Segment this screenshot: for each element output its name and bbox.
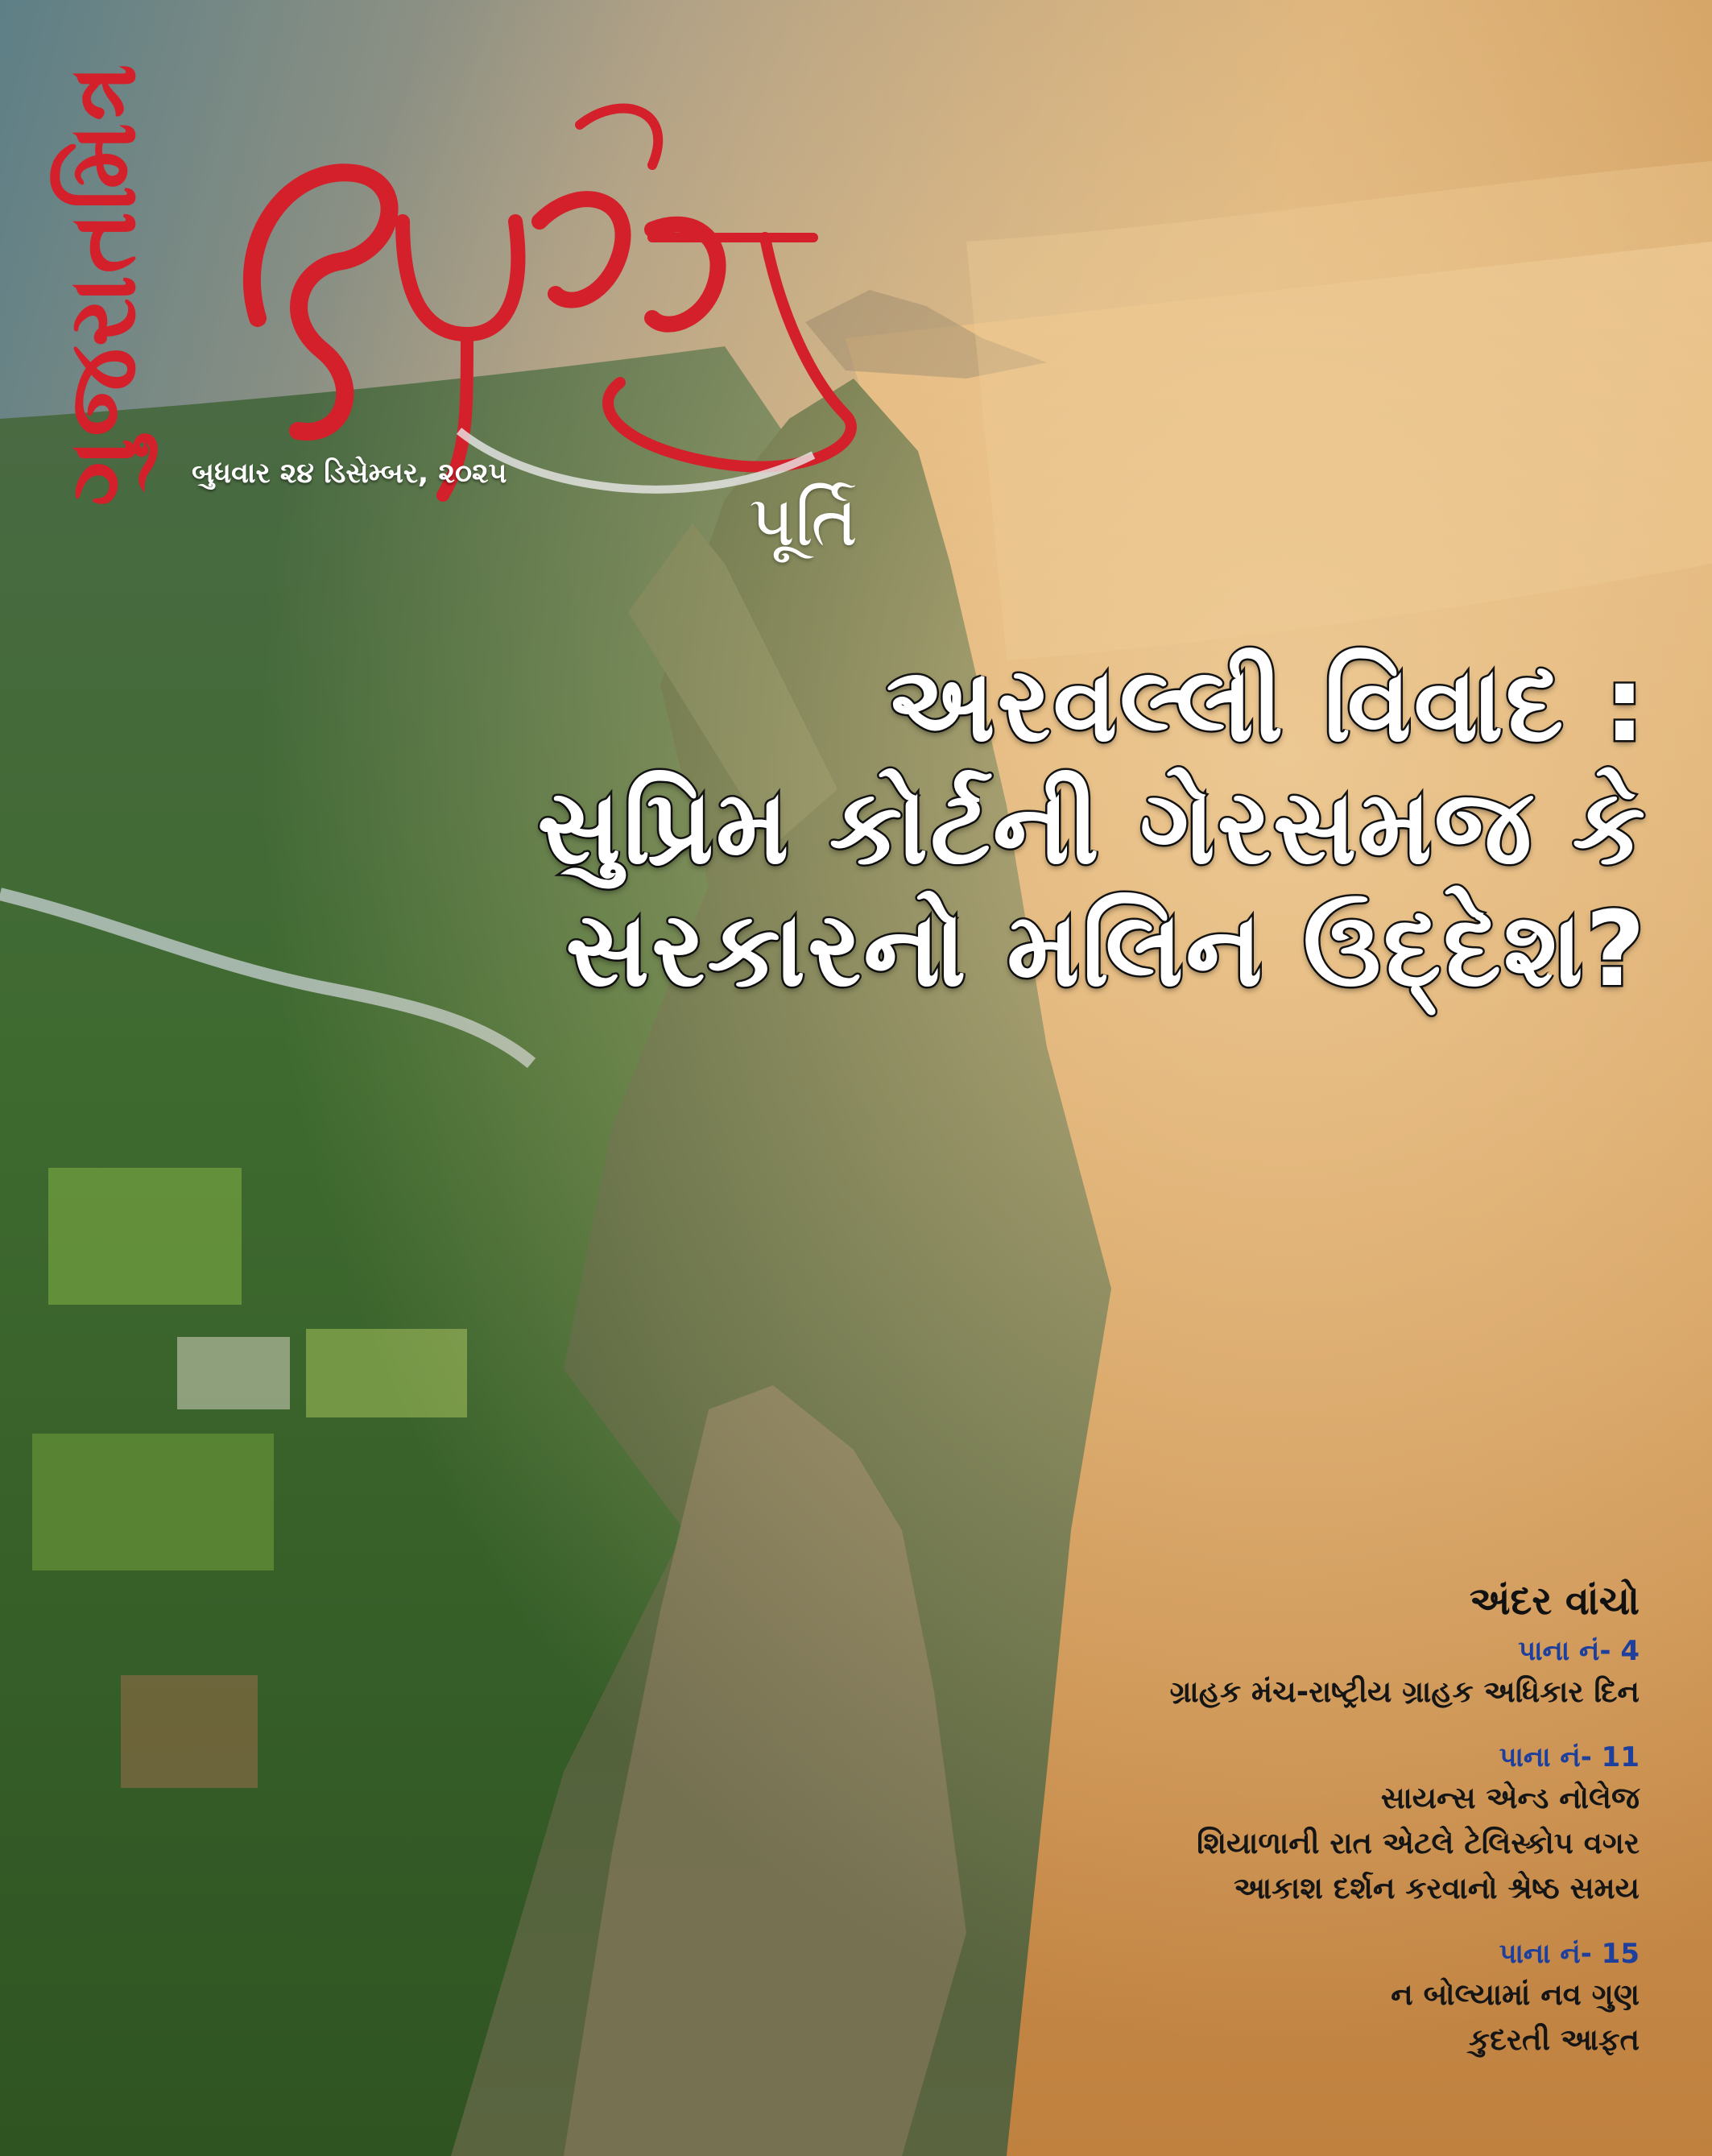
page-reference: પાના નં- 15 bbox=[1499, 1938, 1640, 1970]
inside-item bbox=[915, 1633, 1640, 1715]
headline-line-1: અરવલ્લી વિવાદ : bbox=[886, 645, 1648, 765]
supplement-label: પૂર્તિ bbox=[749, 479, 858, 562]
newspaper-name: ગુજરાતમિત્ર bbox=[48, 61, 156, 507]
inside-heading: અંદર વાંચો bbox=[1469, 1579, 1640, 1624]
inside-item bbox=[915, 1739, 1640, 1911]
headline-line-2: સુપ્રિમ કોર્ટની ગેરસમજ કે bbox=[537, 768, 1648, 888]
article-title: કુદરતી આફત bbox=[1469, 2022, 1640, 2057]
article-section: ન બોલ્યામાં નવ ગુણ bbox=[1391, 1977, 1640, 2012]
article-section: સાયન્સ એન્ડ નોલેજ bbox=[1380, 1781, 1640, 1815]
newspaper-logo bbox=[32, 60, 173, 507]
issue-date: બુધવાર ૨૪ ડિસેમ્બર, ૨૦૨૫ bbox=[192, 457, 507, 490]
page-reference: પાના નં- 4 bbox=[1518, 1635, 1640, 1667]
headline-line-3: સરકારનો મલિન ઉદ્દેશ? bbox=[565, 890, 1648, 1010]
cover-headline bbox=[440, 644, 1648, 1012]
article-title: આકાશ દર્શન કરવાનો શ્રેષ્ઠ સમય bbox=[1234, 1871, 1640, 1906]
inside-contents bbox=[915, 1579, 1640, 2087]
article-title: ગ્રાહક મંચ-રાષ્ટ્રીય ગ્રાહક અધિકાર દિન bbox=[1169, 1674, 1640, 1709]
article-title: શિયાળાની રાત એટલે ટેલિસ્કોપ વગર bbox=[1197, 1826, 1640, 1860]
inside-item bbox=[915, 1935, 1640, 2063]
page-reference: પાના નં- 11 bbox=[1499, 1741, 1640, 1773]
